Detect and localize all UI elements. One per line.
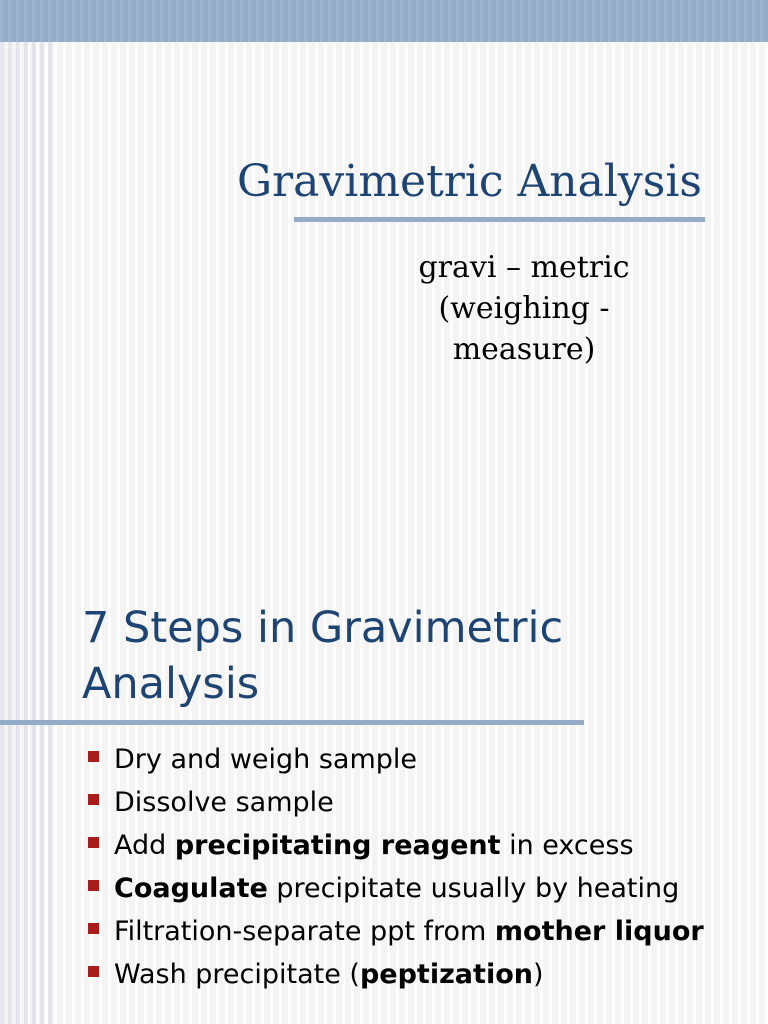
subtitle-line: measure) (452, 332, 596, 367)
square-bullet-icon (88, 880, 99, 891)
step-text-bold: precipitating reagent (174, 830, 501, 861)
step-text-post: precipitate usually by heating (267, 873, 680, 904)
step-text: Dissolve sample (114, 787, 334, 818)
square-bullet-icon (88, 751, 99, 762)
steps-list (88, 741, 760, 999)
header-band (0, 0, 768, 42)
step-item (88, 827, 760, 864)
step-item (88, 913, 760, 950)
square-bullet-icon (88, 923, 99, 934)
step-text-bold: mother liquor (494, 916, 704, 947)
step-text-pre: Add (114, 830, 175, 861)
step-text-bold: Coagulate (114, 873, 268, 904)
slide-title: Gravimetric Analysis (236, 156, 702, 207)
step-item (88, 741, 760, 778)
step-text-bold: peptization (359, 959, 533, 990)
subtitle-line: (weighing - (438, 291, 610, 326)
step-text-pre: Filtration-separate ppt from (114, 916, 495, 947)
title-line: 7 Steps in Gravimetric (82, 603, 564, 653)
decorative-stripes (0, 576, 52, 1024)
step-text-post: in excess (500, 830, 634, 861)
square-bullet-icon (88, 966, 99, 977)
step-text: Dry and weigh sample (114, 744, 418, 775)
step-item (88, 870, 760, 907)
title-line: Analysis (82, 659, 260, 709)
square-bullet-icon (88, 837, 99, 848)
step-item (88, 956, 760, 993)
subtitle-line: gravi – metric (418, 250, 630, 285)
step-text-pre: Wash precipitate ( (114, 959, 360, 990)
slide-subtitle (384, 247, 664, 370)
title-underline (294, 217, 705, 222)
step-item (88, 784, 760, 821)
step-text-post: ) (532, 959, 544, 990)
square-bullet-icon (88, 794, 99, 805)
decorative-stripes (0, 0, 52, 576)
slide-title-2 (82, 600, 563, 712)
title-underline-2 (0, 720, 584, 725)
